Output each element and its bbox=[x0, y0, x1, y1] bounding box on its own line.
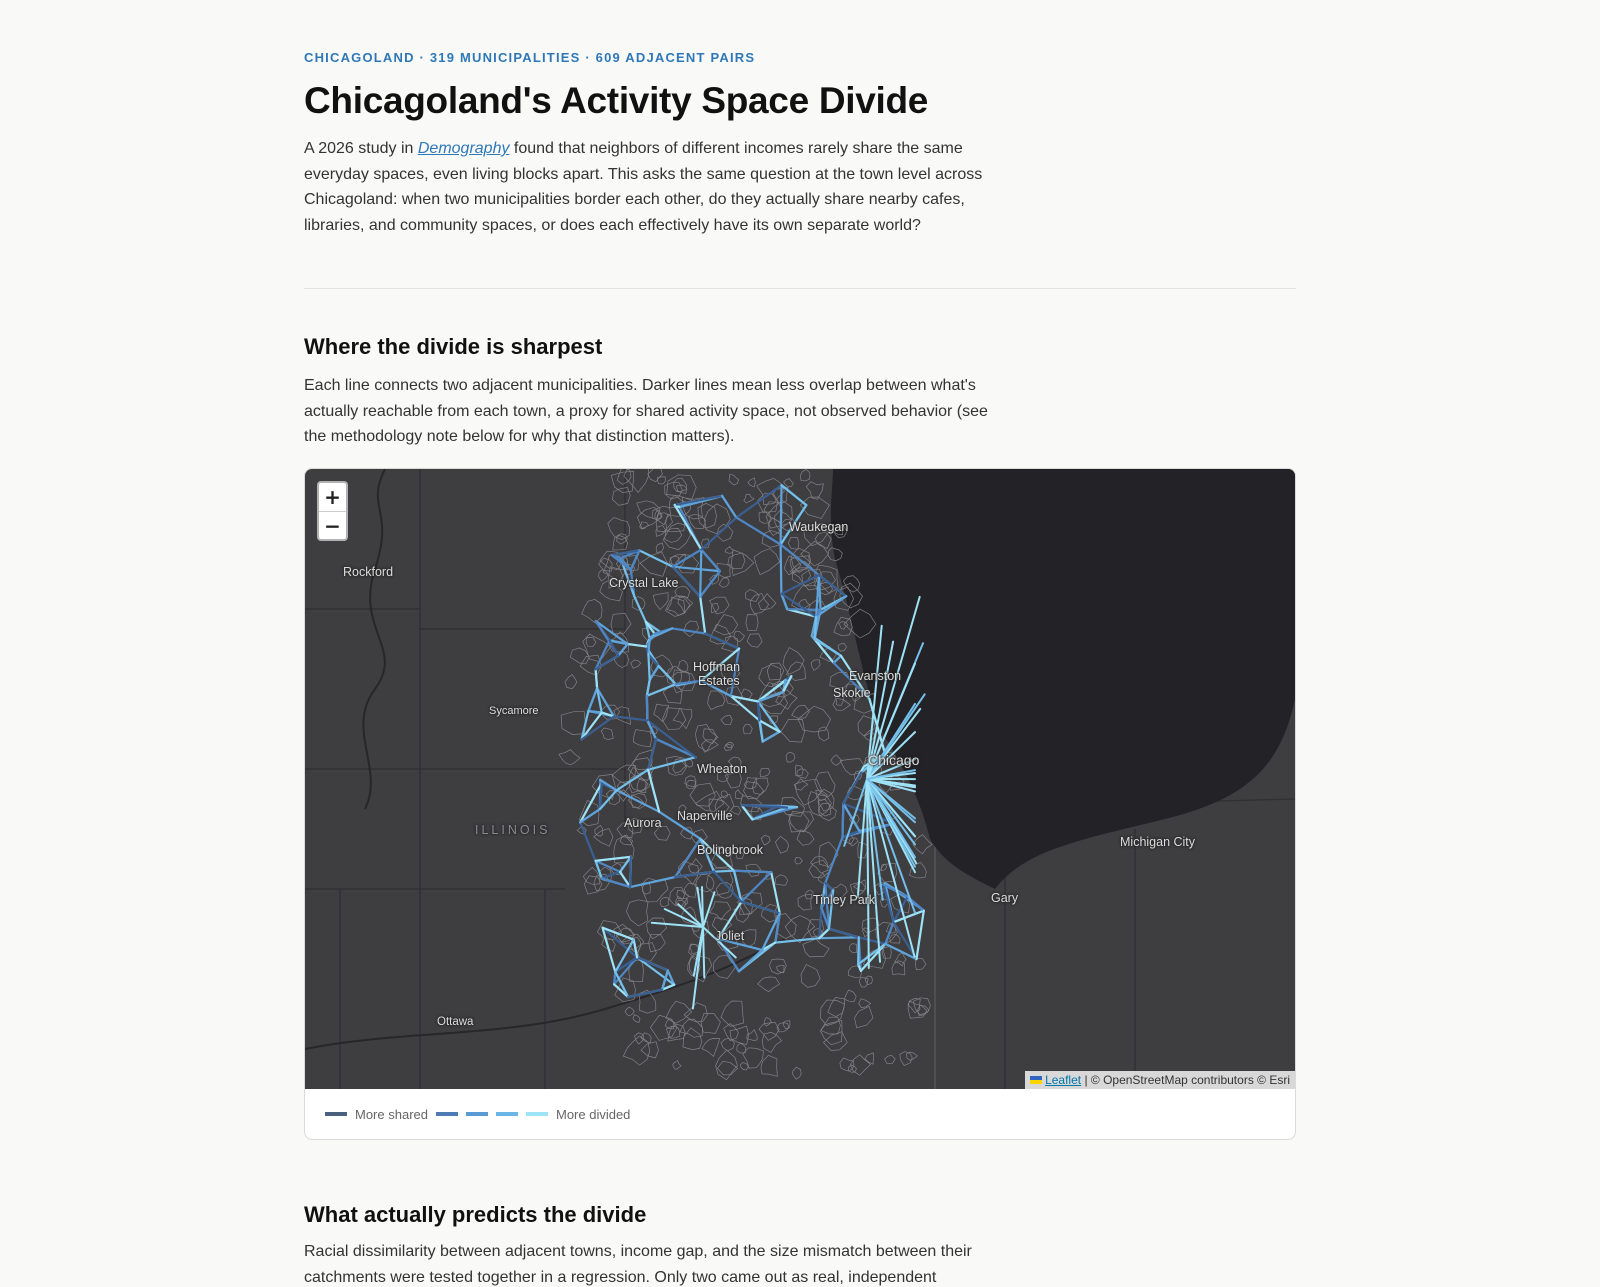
adjacency-line bbox=[858, 944, 885, 964]
municipality-outline bbox=[849, 838, 858, 846]
municipality-outline bbox=[725, 547, 733, 554]
adjacency-line bbox=[781, 485, 782, 544]
municipality-outline bbox=[624, 469, 649, 492]
municipality-outline bbox=[797, 830, 814, 846]
adjacency-line bbox=[858, 937, 859, 964]
legend-swatch-3 bbox=[466, 1112, 488, 1116]
municipality-outline bbox=[831, 755, 842, 766]
map-label-ottawa: Ottawa bbox=[437, 1016, 474, 1028]
municipality-outline bbox=[783, 1021, 790, 1029]
municipality-outline bbox=[678, 596, 693, 612]
municipality-outline bbox=[885, 1055, 896, 1063]
municipality-outline bbox=[797, 769, 808, 778]
municipality-outline bbox=[818, 727, 829, 741]
municipality-outline bbox=[673, 709, 692, 729]
adjacency-line bbox=[843, 804, 844, 838]
municipality-outline bbox=[721, 1001, 744, 1026]
municipality-outline bbox=[740, 1063, 748, 1071]
municipality-outline bbox=[702, 1038, 720, 1056]
map-label-bolingbrook: Bolingbrook bbox=[697, 843, 764, 857]
adjacency-line bbox=[630, 857, 631, 887]
municipality-outline bbox=[865, 976, 872, 985]
municipality-outline bbox=[775, 836, 788, 853]
map-label-tinley-park: Tinley Park bbox=[813, 893, 876, 907]
map-label-crystal-lake: Crystal Lake bbox=[609, 576, 679, 590]
municipality-outline bbox=[650, 1015, 677, 1040]
municipality-outline bbox=[800, 469, 810, 481]
municipality-outline bbox=[758, 977, 780, 992]
municipality-outline bbox=[701, 1014, 720, 1034]
section-heading-divide: Where the divide is sharpest bbox=[304, 334, 603, 359]
municipality-outline bbox=[721, 715, 733, 725]
municipality-outline bbox=[667, 597, 684, 616]
municipality-outline bbox=[673, 1061, 681, 1070]
section-body-predicts: Racial dissimilarity between adjacent towns, income gap, and the size mismatch between their catchments were tested together in a regression. Only two came out as real, independent bbox=[304, 1243, 972, 1286]
legend-swatch-1 bbox=[325, 1112, 347, 1116]
adjacency-line bbox=[675, 505, 702, 550]
municipality-outline bbox=[570, 648, 589, 664]
municipality-outline bbox=[743, 1048, 764, 1068]
adjacency-line bbox=[859, 937, 886, 944]
municipality-outline bbox=[734, 903, 750, 923]
municipality-outline bbox=[754, 549, 780, 575]
municipality-outline bbox=[784, 479, 794, 487]
map-label-gary: Gary bbox=[991, 891, 1019, 905]
map-attribution bbox=[1025, 1071, 1295, 1089]
adjacency-line bbox=[648, 739, 656, 770]
demography-link[interactable]: Demography bbox=[417, 140, 510, 157]
municipality-outline bbox=[688, 514, 705, 528]
municipality-outline bbox=[761, 904, 777, 922]
map-label-naperville: Naperville bbox=[677, 809, 733, 823]
legend-swatch-2 bbox=[436, 1112, 458, 1116]
map-label-sycamore: Sycamore bbox=[489, 705, 539, 717]
legend-label-shared: More shared bbox=[355, 1106, 428, 1122]
municipality-outline bbox=[786, 752, 795, 762]
adjacency-line bbox=[734, 871, 771, 873]
map-label-wheaton: Wheaton bbox=[697, 762, 748, 776]
municipality-outline bbox=[820, 1000, 844, 1026]
map-label-estates: Estates bbox=[698, 674, 740, 688]
municipality-outline bbox=[729, 474, 739, 485]
page-title: Chicagoland's Activity Space Divide bbox=[304, 80, 929, 121]
municipality-outline bbox=[748, 478, 756, 487]
municipality-outline bbox=[640, 552, 667, 576]
map-card bbox=[304, 468, 1296, 1140]
municipality-outline bbox=[633, 730, 651, 747]
municipality-outline bbox=[582, 599, 602, 623]
municipality-outline bbox=[653, 593, 668, 610]
section-heading-predicts: What actually predicts the divide bbox=[304, 1202, 647, 1227]
municipality-outline bbox=[683, 1028, 702, 1050]
municipality-outline bbox=[840, 1058, 854, 1071]
municipality-outline bbox=[743, 725, 752, 734]
map-legend bbox=[325, 1105, 638, 1123]
adjacency-line bbox=[647, 680, 650, 696]
municipality-outline bbox=[761, 1055, 778, 1076]
municipality-outline bbox=[747, 634, 762, 647]
leaflet-link[interactable]: Leaflet bbox=[1045, 1073, 1082, 1087]
municipality-outline bbox=[689, 859, 703, 874]
adjacency-line bbox=[781, 545, 782, 594]
map-label-joliet: Joliet bbox=[715, 929, 745, 943]
municipality-outline bbox=[777, 1023, 789, 1032]
municipality-outline bbox=[783, 648, 804, 675]
legend-swatch-5 bbox=[526, 1112, 548, 1116]
map-label-rockford: Rockford bbox=[343, 565, 394, 579]
municipality-outline bbox=[792, 1067, 801, 1079]
municipality-outline bbox=[647, 918, 667, 939]
municipality-outline bbox=[561, 711, 585, 734]
municipality-outline bbox=[719, 578, 729, 588]
municipality-outline bbox=[795, 765, 803, 776]
map-canvas[interactable] bbox=[305, 469, 1295, 1089]
adjacency-line bbox=[741, 902, 779, 914]
municipality-outline bbox=[781, 719, 805, 742]
map-label-michigan-city: Michigan City bbox=[1120, 835, 1196, 849]
adjacency-line bbox=[917, 911, 924, 960]
adjacency-line bbox=[580, 822, 595, 860]
adjacency-line bbox=[700, 571, 720, 597]
adjacency-line bbox=[648, 654, 649, 680]
adjacency-line bbox=[829, 929, 859, 938]
municipality-outline bbox=[734, 631, 745, 642]
municipality-outline bbox=[759, 1023, 779, 1041]
municipality-outline bbox=[759, 665, 781, 687]
adjacency-line bbox=[628, 644, 647, 647]
municipality-outline bbox=[633, 1015, 640, 1023]
adjacency-line bbox=[701, 550, 720, 572]
municipality-outline bbox=[678, 861, 698, 885]
adjacency-line bbox=[703, 927, 704, 978]
municipality-outline bbox=[865, 1053, 874, 1064]
legend-label-divided: More divided bbox=[555, 1106, 631, 1122]
municipality-outline bbox=[811, 660, 820, 671]
municipality-outline bbox=[735, 790, 743, 799]
map-label-skokie: Skokie bbox=[833, 686, 871, 700]
municipality-outline bbox=[686, 780, 695, 788]
adjacency-line bbox=[647, 684, 676, 696]
municipality-outline bbox=[752, 778, 768, 795]
adjacency-line bbox=[825, 837, 842, 883]
adjacency-line bbox=[883, 885, 893, 923]
adjacency-line bbox=[701, 518, 736, 550]
municipality-outline bbox=[586, 637, 596, 647]
municipality-outline bbox=[594, 829, 613, 847]
municipality-outline bbox=[559, 750, 580, 765]
adjacency-line bbox=[703, 892, 715, 927]
municipality-outline bbox=[663, 523, 690, 550]
municipality-outline bbox=[710, 902, 731, 920]
municipality-outline bbox=[626, 900, 648, 926]
intro-text-after: found that neighbors of different incomes rarely share the same everyday spaces, even living blocks apart. This asks the same question at the town level across Chicagoland: when two municipalities border each other, do they actually share nearby cafes, libraries, and community spaces, or does each effectively have its own separate world? bbox=[304, 140, 983, 234]
adjacency-line bbox=[722, 496, 736, 518]
attribution-text: | © OpenStreetMap contributors © Esri bbox=[1081, 1073, 1290, 1087]
municipality-outline bbox=[648, 469, 663, 482]
municipality-outline bbox=[684, 883, 696, 897]
eyebrow: CHICAGOLAND · 319 MUNICIPALITIES · 609 ADJACENT PAIRS bbox=[304, 50, 756, 65]
adjacency-line bbox=[596, 857, 631, 861]
adjacency-line bbox=[630, 877, 675, 887]
divider bbox=[304, 288, 1296, 289]
adjacency-line bbox=[714, 871, 734, 872]
adjacency-line bbox=[700, 550, 701, 597]
municipality-outline bbox=[717, 1061, 737, 1075]
municipality-outline bbox=[565, 675, 577, 689]
municipality-outline bbox=[855, 1006, 874, 1027]
municipality-outline bbox=[635, 1033, 644, 1044]
adjacency-line bbox=[648, 639, 649, 655]
municipality-outline bbox=[900, 1052, 913, 1066]
municipality-outline bbox=[684, 1003, 707, 1022]
municipality-outline bbox=[818, 803, 836, 820]
municipality-outline bbox=[801, 965, 820, 988]
municipality-outline bbox=[750, 593, 768, 613]
municipality-outline bbox=[704, 504, 730, 534]
map-label-evanston: Evanston bbox=[849, 669, 902, 683]
section-body-divide: Each line connects two adjacent municipalities. Darker lines mean less overlap between what's actually reachable from each town, a proxy for shared activity space, not observed behavior (see the methodology note below for why that distinction matters). bbox=[304, 377, 988, 445]
municipality-outline bbox=[788, 537, 799, 549]
municipality-outline bbox=[806, 482, 823, 500]
municipality-outline bbox=[656, 543, 664, 553]
municipality-outline bbox=[737, 1043, 746, 1053]
municipality-outline bbox=[625, 1007, 634, 1016]
municipality-outline bbox=[762, 1032, 782, 1052]
municipality-outline bbox=[850, 944, 857, 953]
municipality-outline bbox=[716, 1050, 738, 1080]
municipality-outline bbox=[760, 768, 770, 776]
municipality-outline bbox=[614, 707, 631, 725]
municipality-outline bbox=[631, 660, 641, 668]
adjacency-line bbox=[647, 720, 695, 757]
adjacency-line bbox=[673, 550, 702, 567]
municipality-outline bbox=[821, 1017, 841, 1034]
adjacency-line bbox=[639, 550, 673, 566]
adjacency-line bbox=[596, 669, 598, 688]
municipality-outline bbox=[859, 978, 868, 988]
municipality-outline bbox=[834, 617, 852, 635]
municipality-outline bbox=[654, 704, 669, 722]
municipality-outline bbox=[908, 1001, 927, 1018]
intro-text-before: A 2026 study in bbox=[304, 140, 418, 157]
adjacency-line bbox=[648, 770, 659, 812]
adjacency-line bbox=[620, 857, 631, 872]
municipality-outline bbox=[908, 998, 921, 1012]
municipality-outline bbox=[612, 487, 630, 505]
zoom-in-button[interactable]: + bbox=[324, 485, 341, 509]
municipality-outline bbox=[601, 728, 613, 740]
adjacency-line bbox=[580, 783, 601, 822]
legend-swatch-4 bbox=[496, 1112, 518, 1116]
municipality-outline bbox=[731, 550, 754, 576]
ukraine-flag-icon bbox=[1030, 1076, 1042, 1084]
municipality-outline bbox=[710, 597, 730, 614]
adjacency-line bbox=[787, 807, 797, 808]
adjacency-line bbox=[758, 701, 760, 720]
municipality-outline bbox=[708, 691, 725, 710]
map-layer bbox=[305, 469, 1295, 1089]
municipality-outline bbox=[611, 613, 631, 634]
zoom-out-button[interactable]: − bbox=[319, 511, 346, 539]
municipality-outline bbox=[721, 1038, 735, 1051]
map-label-hoffman: Hoffman bbox=[693, 660, 741, 674]
map-label-waukegan: Waukegan bbox=[789, 520, 849, 534]
municipality-outline bbox=[684, 621, 699, 637]
adjacency-line bbox=[815, 617, 816, 640]
adjacency-line bbox=[700, 597, 705, 634]
municipality-outline bbox=[745, 590, 759, 602]
adjacency-line bbox=[736, 518, 780, 545]
adjacency-line bbox=[742, 805, 753, 819]
municipality-outline bbox=[623, 1036, 649, 1065]
adjacency-line bbox=[588, 688, 597, 711]
adjacency-line bbox=[819, 937, 859, 938]
municipality-outline bbox=[839, 622, 848, 630]
zoom-control bbox=[317, 481, 348, 541]
municipality-outline bbox=[764, 1017, 771, 1026]
municipality-outline bbox=[838, 644, 846, 652]
municipality-outline bbox=[844, 990, 856, 1002]
adjacency-line bbox=[672, 628, 705, 633]
map-label-illinois: ILLINOIS bbox=[475, 823, 551, 837]
municipality-outline bbox=[746, 615, 758, 631]
adjacency-line bbox=[781, 575, 819, 594]
map-label-aurora: Aurora bbox=[624, 816, 662, 830]
municipality-outline bbox=[660, 897, 669, 906]
municipality-outline bbox=[803, 939, 829, 957]
adjacency-line bbox=[763, 732, 780, 742]
map-label-chicago: Chicago bbox=[868, 752, 920, 768]
adjacency-line bbox=[741, 872, 771, 902]
municipality-outline bbox=[798, 894, 812, 910]
adjacency-line bbox=[600, 790, 617, 809]
municipality-outline bbox=[730, 1026, 749, 1045]
intro-paragraph bbox=[304, 136, 1004, 238]
adjacency-line bbox=[648, 757, 696, 770]
municipality-outline bbox=[795, 857, 803, 864]
municipality-outline bbox=[775, 875, 788, 886]
municipality-outline bbox=[744, 494, 754, 503]
